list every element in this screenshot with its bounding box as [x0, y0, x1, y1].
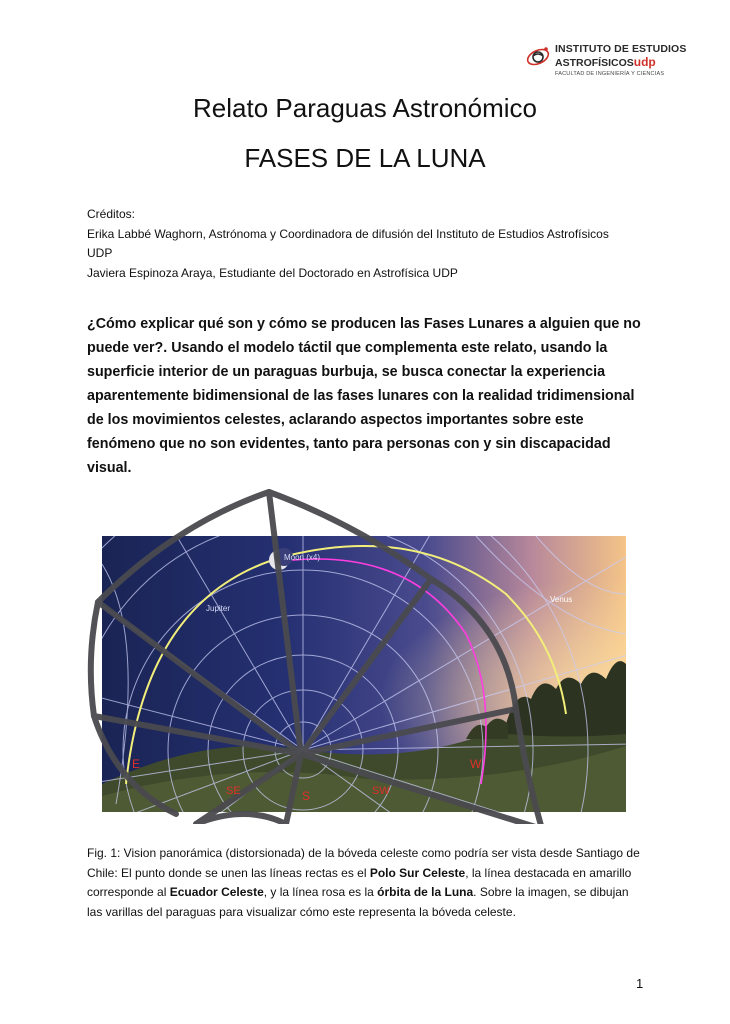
logo-udp: udp: [633, 55, 656, 69]
credits-heading: Créditos:: [87, 207, 136, 221]
intro-paragraph: ¿Cómo explicar qué son y cómo se producen las Fases Lunares a alguien que no puede ver?. Usando el modelo táctil que complementa este relato, usando la superficie interior de un paraguas burbuja, se busca conectar la experiencia aparentemente bidimensional de las fases lunares con la realidad tridimensional de los movimientos celestes, aclarando aspectos importantes sobre este fenómeno que no son evidentes, tanto para personas con y sin discapacidad visual.: [87, 316, 641, 476]
sky-figure: [86, 484, 631, 824]
page-number: 1: [636, 976, 644, 991]
credits-block: [87, 205, 647, 283]
moon-label: Moon (x4): [284, 553, 321, 562]
page-title: Relato Paraguas Astronómico: [193, 93, 537, 123]
jupiter-label: Jupiter: [206, 604, 231, 613]
southwest-label: SW: [372, 785, 390, 797]
credits-line-3: Javiera Espinoza Araya, Estudiante del Doctorado en Astrofísica UDP: [87, 265, 458, 280]
logo-line-3: FACULTAD DE INGENIERÍA Y CIENCIAS: [555, 71, 665, 77]
institute-logo: [524, 40, 694, 82]
page-subtitle: FASES DE LA LUNA: [244, 143, 486, 173]
south-label: S: [302, 789, 311, 803]
caption-bold-2: Ecuador Celeste: [169, 885, 264, 899]
credits-line-1: Erika Labbé Waghorn, Astrónoma y Coordinadora de difusión del Instituto de Estudios Astrofísicos: [87, 226, 609, 241]
institute-logo-icon: [524, 42, 552, 70]
caption-bold-3: órbita de la Luna: [377, 885, 474, 899]
caption-bold-1: Polo Sur Celeste: [369, 865, 466, 880]
caption-text-1: Fig. 1: Vision panorámica (distorsionada) de la bóveda celeste como podría ser vista desde Santiago de Chile: El punto donde se unen las líneas rectas es el: [87, 846, 640, 880]
figure-caption: [87, 844, 647, 922]
caption-text-4: . Sobre la imagen, se dibujan las varillas del paraguas para visualizar cómo este representa la bóveda celeste.: [87, 885, 629, 919]
west-label: W: [470, 757, 482, 771]
caption-text-2: , la línea destacada en amarillo corresponde al: [87, 865, 632, 899]
logo-line-1: INSTITUTO DE ESTUDIOS: [555, 43, 687, 55]
sky-panorama: [86, 484, 631, 824]
credits-line-2: UDP: [87, 246, 113, 260]
southeast-label: SE: [226, 785, 241, 797]
caption-text-3: , y la línea rosa es la: [263, 885, 378, 899]
logo-line-2: [555, 55, 656, 69]
east-label: E: [132, 757, 141, 771]
logo-line-2-main: ASTROFÍSICOS: [555, 57, 634, 69]
venus-label: Venus: [550, 595, 573, 604]
